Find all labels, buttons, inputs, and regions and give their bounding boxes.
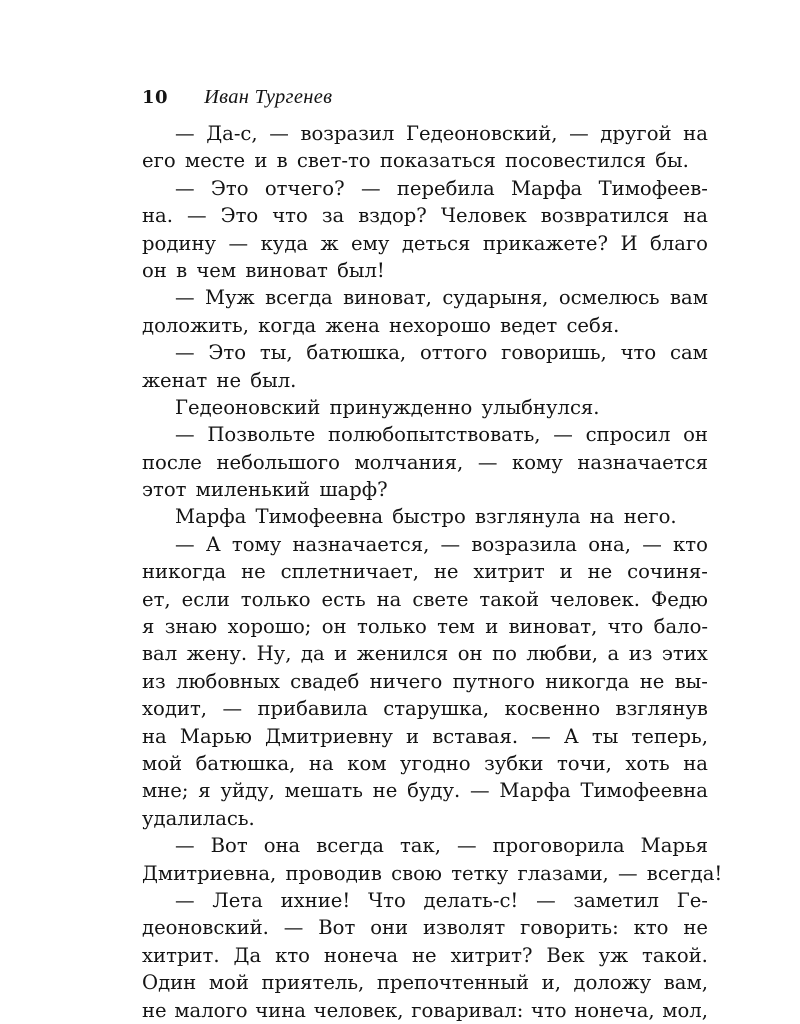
text-line: — Это ты, батюшка, оттого говоришь, что сам (175, 341, 708, 365)
text-line: Марфа Тимофеевна быстро взглянула на него. (175, 505, 677, 529)
text-line: — А тому назначается, — возразила она, — кто (175, 532, 708, 556)
text-line: ет, если только есть на свете такой человек. Федю (142, 587, 708, 611)
text-line: он в чем виноват был! (142, 258, 385, 282)
text-line: Гедеоновский принужденно улыбнулся. (175, 395, 600, 419)
text-line: — Вот она всегда так, — проговорила Марья (175, 834, 708, 858)
book-title-header: Иван Тургенев (204, 86, 333, 108)
text-line: мне; я уйду, мешать не буду. — Марфа Тимофеевна (142, 779, 708, 803)
text-line: — Это отчего? — перебила Марфа Тимофеев- (175, 176, 708, 200)
text-line: его месте и в свет-то показаться посовестился бы. (142, 149, 689, 173)
text-line: — Позвольте полюбопытствовать, — спросил он (175, 423, 708, 447)
text-line: на. — Это что за вздор? Человек возвратился на (142, 204, 708, 228)
running-head (142, 86, 332, 108)
text-line: вал жену. Ну, да и женился он по любви, а из этих (142, 642, 708, 666)
text-line: Дмитриевна, проводив свою тетку глазами, — всегда! (142, 861, 723, 885)
text-line: мой батюшка, на ком угодно зубки точи, хоть на (142, 751, 708, 775)
text-line: доложить, когда жена нехорошо ведет себя. (142, 313, 620, 337)
text-line: не малого чина человек, говаривал: что нонеча, мол, (142, 998, 708, 1022)
text-line: — Да-с, — возразил Гедеоновский, — другой на (175, 122, 708, 145)
body-text (142, 120, 723, 1024)
text-line: из любовных свадеб ничего путного никогда не вы- (142, 669, 708, 693)
text-line: деоновский. — Вот они изволят говорить: кто не (142, 916, 708, 940)
text-line: на Марью Дмитриевну и вставая. — А ты теперь, (142, 724, 708, 748)
page-number: 10 (142, 87, 169, 108)
text-line: женат не был. (142, 368, 297, 392)
text-line: ходит, — прибавила старушка, косвенно взглянув (142, 697, 708, 721)
text-line: этот миленький шарф? (142, 478, 388, 502)
text-line: Один мой приятель, препочтенный и, доложу вам, (142, 971, 708, 995)
text-line: родину — куда ж ему деться прикажете? И благо (142, 231, 708, 255)
text-line: — Муж всегда виноват, сударыня, осмелюсь вам (175, 286, 708, 310)
text-line: никогда не сплетничает, не хитрит и не сочиня- (142, 560, 708, 584)
text-line: после небольшого молчания, — кому назначается (142, 450, 708, 474)
text-line: удалилась. (142, 806, 255, 830)
text-line: — Лета ихние! Что делать-с! — заметил Ге- (175, 888, 708, 912)
text-line: я знаю хорошо; он только тем и виноват, что бало- (142, 615, 708, 639)
text-line: хитрит. Да кто нонеча не хитрит? Век уж такой. (142, 943, 708, 967)
